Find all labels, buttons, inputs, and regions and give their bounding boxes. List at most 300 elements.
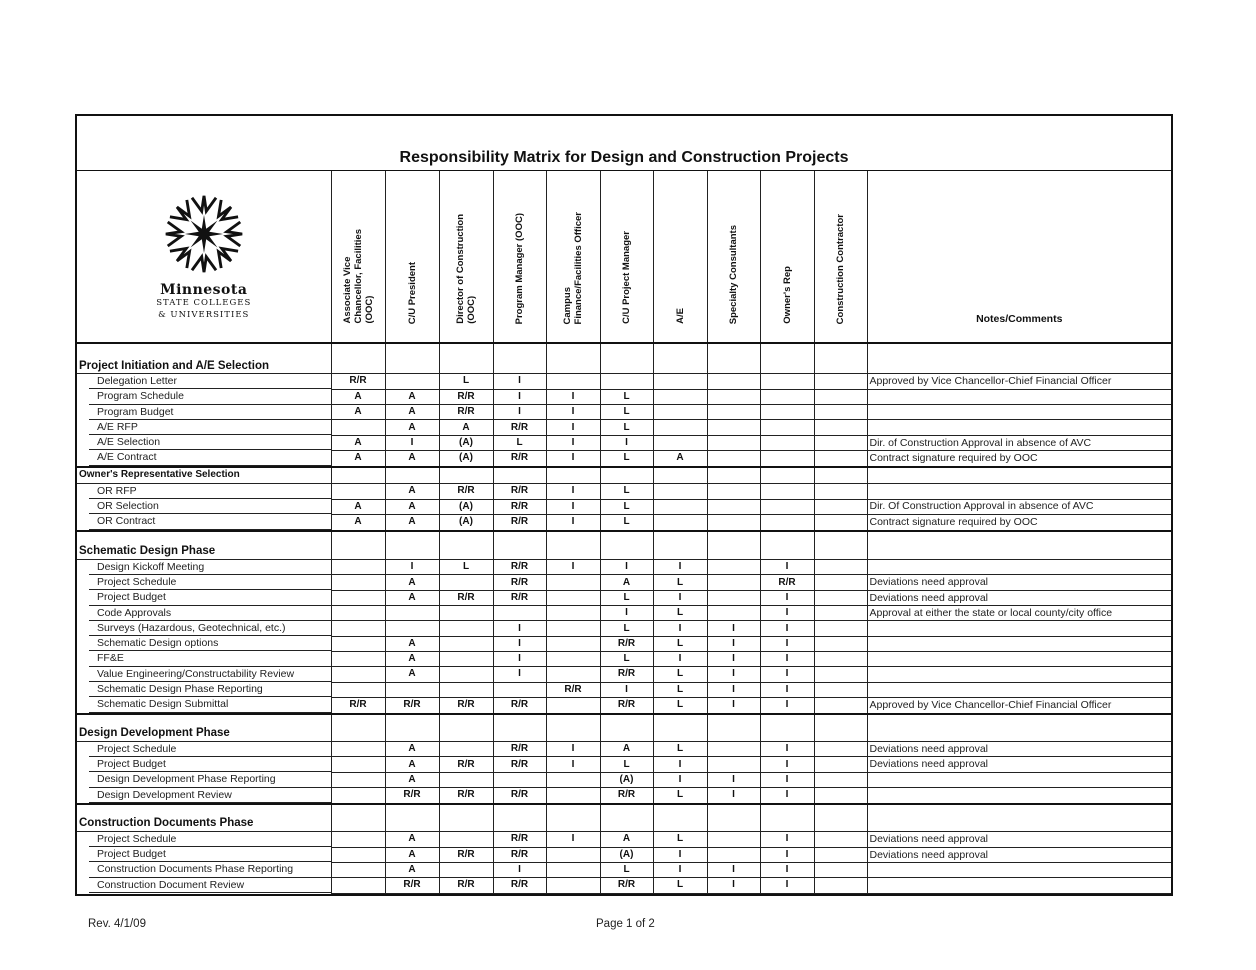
matrix-table [77, 171, 1171, 894]
responsibility-cell [760, 405, 814, 420]
section-header-row [77, 804, 1171, 832]
empty-cell [653, 804, 707, 832]
responsibility-cell: R/R [600, 636, 653, 651]
responsibility-cell [707, 514, 760, 530]
column-header-label: Campus Finance/Facilities Officer [562, 211, 584, 324]
empty-cell [439, 343, 493, 374]
column-header-label: Owner's Rep [781, 266, 793, 324]
responsibility-cell [814, 514, 867, 530]
responsibility-cell [814, 450, 867, 466]
responsibility-cell: R/R [493, 831, 546, 847]
responsibility-cell [814, 374, 867, 390]
responsibility-cell: I [760, 878, 814, 893]
note-cell: Dir. Of Construction Approval in absence of AVC [867, 499, 1171, 514]
task-cell [77, 621, 331, 636]
note-cell: Deviations need approval [867, 757, 1171, 772]
note-cell [867, 682, 1171, 697]
responsibility-cell: I [760, 862, 814, 877]
empty-cell [600, 467, 653, 484]
note-cell: Deviations need approval [867, 575, 1171, 590]
table-row [77, 651, 1171, 666]
empty-cell [600, 804, 653, 832]
responsibility-cell: R/R [600, 667, 653, 682]
revision-date: Rev. 4/1/09 [88, 918, 146, 930]
table-row [77, 878, 1171, 893]
note-cell [867, 651, 1171, 666]
responsibility-cell [814, 621, 867, 636]
empty-cell [867, 804, 1171, 832]
responsibility-cell [814, 757, 867, 772]
task-label: A/E Contract [89, 450, 331, 465]
responsibility-cell [493, 682, 546, 697]
task-cell [77, 499, 331, 514]
responsibility-cell [331, 741, 385, 757]
responsibility-cell: I [760, 651, 814, 666]
section-header-row [77, 343, 1171, 374]
note-cell [867, 788, 1171, 804]
responsibility-cell: L [600, 389, 653, 404]
title-row [77, 116, 1171, 171]
section-title: Design Development Phase [77, 714, 331, 742]
responsibility-cell: I [493, 374, 546, 390]
responsibility-cell [331, 847, 385, 862]
empty-cell [546, 804, 600, 832]
task-label: Schematic Design Submittal [89, 697, 331, 712]
responsibility-cell: A [385, 636, 439, 651]
empty-cell [814, 343, 867, 374]
responsibility-cell: I [493, 667, 546, 682]
responsibility-cell [385, 621, 439, 636]
responsibility-cell: R/R [493, 847, 546, 862]
task-label: OR Contract [89, 514, 331, 529]
responsibility-cell: A [331, 499, 385, 514]
responsibility-cell [439, 772, 493, 787]
responsibility-cell: I [546, 741, 600, 757]
task-cell [77, 651, 331, 666]
responsibility-cell [814, 575, 867, 590]
table-row [77, 483, 1171, 499]
responsibility-cell: R/R [493, 483, 546, 499]
responsibility-cell [331, 636, 385, 651]
table-row [77, 575, 1171, 590]
responsibility-cell: L [653, 878, 707, 893]
task-label: Project Schedule [89, 832, 331, 847]
empty-cell [653, 467, 707, 484]
empty-cell [331, 467, 385, 484]
task-label: Surveys (Hazardous, Geotechnical, etc.) [89, 621, 331, 636]
note-cell [867, 559, 1171, 575]
responsibility-cell [707, 575, 760, 590]
header-row [77, 171, 1171, 343]
responsibility-cell [814, 499, 867, 514]
responsibility-cell: I [707, 862, 760, 877]
empty-cell [385, 531, 439, 560]
responsibility-cell: I [760, 606, 814, 621]
responsibility-cell: I [760, 590, 814, 605]
table-row [77, 862, 1171, 877]
responsibility-cell [331, 621, 385, 636]
responsibility-cell [546, 651, 600, 666]
empty-cell [600, 531, 653, 560]
column-header-label: Construction Contractor [835, 213, 846, 324]
responsibility-cell: I [653, 651, 707, 666]
responsibility-cell: A [653, 450, 707, 466]
responsibility-cell: R/R [439, 847, 493, 862]
empty-cell [493, 531, 546, 560]
responsibility-cell [814, 559, 867, 575]
column-header-1 [385, 171, 439, 343]
table-row [77, 590, 1171, 605]
empty-cell [439, 531, 493, 560]
empty-cell [653, 531, 707, 560]
responsibility-cell [707, 405, 760, 420]
responsibility-cell: A [385, 420, 439, 435]
responsibility-cell: I [707, 772, 760, 787]
task-label: Construction Document Review [89, 878, 331, 893]
responsibility-cell: (A) [600, 772, 653, 787]
task-cell [77, 697, 331, 713]
responsibility-cell: L [600, 405, 653, 420]
column-header-8 [760, 171, 814, 343]
task-label: Project Schedule [89, 575, 331, 590]
table-row [77, 405, 1171, 420]
responsibility-cell: (A) [600, 847, 653, 862]
responsibility-cell [814, 878, 867, 893]
responsibility-cell: A [385, 847, 439, 862]
responsibility-cell: A [385, 483, 439, 499]
task-label: Program Schedule [89, 389, 331, 404]
responsibility-cell: R/R [493, 697, 546, 713]
responsibility-cell [760, 483, 814, 499]
responsibility-cell [546, 878, 600, 893]
empty-cell [867, 467, 1171, 484]
empty-cell [760, 804, 814, 832]
task-cell [77, 559, 331, 575]
responsibility-cell [439, 682, 493, 697]
note-cell [867, 483, 1171, 499]
empty-cell [385, 467, 439, 484]
responsibility-cell [707, 435, 760, 450]
table-row [77, 772, 1171, 787]
task-cell [77, 389, 331, 404]
table-row [77, 697, 1171, 713]
responsibility-cell [814, 772, 867, 787]
table-row [77, 374, 1171, 390]
responsibility-cell [600, 374, 653, 390]
column-header-9 [814, 171, 867, 343]
table-row [77, 621, 1171, 636]
empty-cell [814, 804, 867, 832]
responsibility-cell [439, 667, 493, 682]
task-label: Construction Documents Phase Reporting [89, 862, 331, 877]
empty-cell [439, 804, 493, 832]
column-header-label: Director of Construction (OOC) [455, 214, 477, 324]
responsibility-cell [439, 606, 493, 621]
responsibility-cell [814, 606, 867, 621]
responsibility-cell: I [760, 559, 814, 575]
section-title: Project Initiation and A/E Selection [77, 343, 331, 374]
table-row [77, 450, 1171, 466]
responsibility-cell: I [707, 682, 760, 697]
logo-line2: STATE COLLEGES [156, 298, 252, 308]
responsibility-cell: A [600, 831, 653, 847]
section-header-row [77, 714, 1171, 742]
task-cell [77, 405, 331, 420]
responsibility-cell: R/R [493, 514, 546, 530]
responsibility-cell [331, 590, 385, 605]
responsibility-cell: I [493, 651, 546, 666]
responsibility-cell [653, 499, 707, 514]
responsibility-cell: R/R [493, 757, 546, 772]
responsibility-cell: I [493, 621, 546, 636]
responsibility-cell [707, 559, 760, 575]
task-label: Delegation Letter [89, 374, 331, 389]
section-title: Schematic Design Phase [77, 531, 331, 560]
responsibility-cell [814, 636, 867, 651]
responsibility-cell: R/R [493, 788, 546, 804]
responsibility-cell: A [600, 575, 653, 590]
responsibility-cell: R/R [331, 374, 385, 390]
table-row [77, 389, 1171, 404]
responsibility-cell [760, 499, 814, 514]
responsibility-cell [546, 788, 600, 804]
task-cell [77, 483, 331, 499]
responsibility-cell [331, 878, 385, 893]
responsibility-cell [493, 772, 546, 787]
responsibility-matrix [75, 114, 1173, 896]
responsibility-cell: I [385, 559, 439, 575]
responsibility-cell [439, 862, 493, 877]
task-label: Design Kickoff Meeting [89, 560, 331, 575]
responsibility-cell [814, 862, 867, 877]
responsibility-cell: R/R [385, 878, 439, 893]
responsibility-cell [331, 772, 385, 787]
responsibility-cell [653, 389, 707, 404]
responsibility-cell: I [546, 420, 600, 435]
responsibility-cell: A [385, 389, 439, 404]
responsibility-cell [546, 575, 600, 590]
responsibility-cell [385, 374, 439, 390]
responsibility-cell: (A) [439, 450, 493, 466]
responsibility-cell [814, 483, 867, 499]
table-row [77, 420, 1171, 435]
responsibility-cell: I [493, 636, 546, 651]
responsibility-cell: I [546, 405, 600, 420]
note-cell [867, 389, 1171, 404]
task-label: Program Budget [89, 405, 331, 420]
column-header-label: Program Manager (OOC) [514, 212, 525, 324]
responsibility-cell: L [600, 420, 653, 435]
responsibility-cell: I [760, 636, 814, 651]
responsibility-cell: I [707, 651, 760, 666]
empty-cell [707, 531, 760, 560]
task-cell [77, 514, 331, 530]
responsibility-cell [546, 590, 600, 605]
empty-cell [385, 343, 439, 374]
responsibility-cell: R/R [493, 559, 546, 575]
responsibility-cell [331, 575, 385, 590]
responsibility-cell: A [331, 389, 385, 404]
note-cell [867, 772, 1171, 787]
responsibility-cell: I [546, 435, 600, 450]
responsibility-cell: I [760, 831, 814, 847]
responsibility-cell [707, 831, 760, 847]
task-label: Design Development Phase Reporting [89, 772, 331, 787]
task-label: Value Engineering/Constructability Review [89, 667, 331, 682]
note-cell [867, 862, 1171, 877]
responsibility-cell [331, 862, 385, 877]
column-header-label: Associate Vice Chancellor, Facilities (OOC) [341, 229, 375, 324]
empty-cell [331, 804, 385, 832]
task-cell [77, 575, 331, 590]
responsibility-cell: L [600, 514, 653, 530]
empty-cell [493, 467, 546, 484]
empty-cell [707, 467, 760, 484]
task-label: OR Selection [89, 499, 331, 514]
responsibility-cell: A [385, 757, 439, 772]
responsibility-cell: I [653, 772, 707, 787]
notes-header: Notes/Comments [867, 171, 1171, 343]
logo-name: Minnesota [160, 282, 248, 298]
responsibility-cell [707, 741, 760, 757]
responsibility-cell [814, 831, 867, 847]
empty-cell [600, 343, 653, 374]
empty-cell [760, 714, 814, 742]
empty-cell [707, 714, 760, 742]
responsibility-cell: I [707, 636, 760, 651]
responsibility-cell [814, 651, 867, 666]
responsibility-cell: I [546, 831, 600, 847]
responsibility-cell: I [546, 514, 600, 530]
responsibility-cell: I [760, 772, 814, 787]
task-label: Project Budget [89, 590, 331, 605]
responsibility-cell: A [385, 772, 439, 787]
responsibility-cell: I [493, 389, 546, 404]
responsibility-cell: I [653, 621, 707, 636]
responsibility-cell: R/R [439, 878, 493, 893]
responsibility-cell: A [385, 831, 439, 847]
task-cell [77, 590, 331, 605]
responsibility-cell [707, 483, 760, 499]
responsibility-cell [760, 374, 814, 390]
responsibility-cell: R/R [439, 697, 493, 713]
responsibility-cell: R/R [760, 575, 814, 590]
responsibility-cell: L [439, 559, 493, 575]
note-cell: Deviations need approval [867, 847, 1171, 862]
responsibility-cell [331, 757, 385, 772]
column-header-label: A/E [674, 308, 686, 324]
responsibility-cell: A [385, 405, 439, 420]
task-cell [77, 878, 331, 893]
responsibility-cell [653, 374, 707, 390]
responsibility-cell: I [707, 788, 760, 804]
responsibility-cell [814, 405, 867, 420]
empty-cell [653, 714, 707, 742]
responsibility-cell [546, 621, 600, 636]
task-cell [77, 420, 331, 435]
empty-cell [760, 531, 814, 560]
note-cell: Deviations need approval [867, 741, 1171, 757]
note-cell: Deviations need approval [867, 831, 1171, 847]
responsibility-cell [331, 788, 385, 804]
responsibility-cell: A [331, 450, 385, 466]
responsibility-cell [760, 435, 814, 450]
responsibility-cell: L [653, 741, 707, 757]
responsibility-cell [439, 741, 493, 757]
empty-cell [814, 467, 867, 484]
responsibility-cell: R/R [493, 420, 546, 435]
empty-cell [439, 714, 493, 742]
responsibility-cell [439, 575, 493, 590]
task-label: Design Development Review [89, 788, 331, 803]
responsibility-cell: R/R [493, 878, 546, 893]
responsibility-cell [546, 636, 600, 651]
note-cell [867, 420, 1171, 435]
responsibility-cell: I [760, 757, 814, 772]
note-cell: Deviations need approval [867, 590, 1171, 605]
responsibility-cell: I [546, 450, 600, 466]
task-cell [77, 667, 331, 682]
responsibility-cell [707, 757, 760, 772]
responsibility-cell: (A) [439, 435, 493, 450]
responsibility-cell: I [493, 862, 546, 877]
responsibility-cell [707, 847, 760, 862]
responsibility-cell: A [331, 405, 385, 420]
page-title: Responsibility Matrix for Design and Construction Projects [399, 149, 849, 166]
empty-cell [385, 804, 439, 832]
task-label: Schematic Design Phase Reporting [89, 682, 331, 697]
empty-cell [707, 804, 760, 832]
responsibility-cell: I [707, 667, 760, 682]
responsibility-cell [546, 772, 600, 787]
task-cell [77, 757, 331, 772]
responsibility-cell [331, 651, 385, 666]
empty-cell [493, 714, 546, 742]
responsibility-cell [546, 862, 600, 877]
responsibility-cell [493, 606, 546, 621]
responsibility-cell: I [707, 697, 760, 713]
responsibility-cell: I [600, 435, 653, 450]
responsibility-cell [707, 374, 760, 390]
responsibility-cell: R/R [600, 878, 653, 893]
responsibility-cell [331, 682, 385, 697]
responsibility-cell [546, 606, 600, 621]
column-header-7 [707, 171, 760, 343]
responsibility-cell [439, 636, 493, 651]
table-row [77, 606, 1171, 621]
task-cell [77, 374, 331, 390]
table-row [77, 788, 1171, 804]
responsibility-cell [439, 831, 493, 847]
responsibility-cell: I [653, 559, 707, 575]
note-cell: Approved by Vice Chancellor-Chief Financial Officer [867, 697, 1171, 713]
responsibility-cell: I [493, 405, 546, 420]
responsibility-cell [814, 590, 867, 605]
note-cell: Contract signature required by OOC [867, 514, 1171, 530]
task-label: Schematic Design options [89, 636, 331, 651]
responsibility-cell: I [546, 389, 600, 404]
empty-cell [867, 714, 1171, 742]
responsibility-cell: I [546, 757, 600, 772]
column-header-0 [331, 171, 385, 343]
note-cell: Approved by Vice Chancellor-Chief Financial Officer [867, 374, 1171, 390]
responsibility-cell: L [600, 651, 653, 666]
responsibility-cell: A [385, 514, 439, 530]
responsibility-cell: L [653, 697, 707, 713]
responsibility-cell: A [600, 741, 653, 757]
task-cell [77, 862, 331, 877]
responsibility-cell: L [653, 606, 707, 621]
